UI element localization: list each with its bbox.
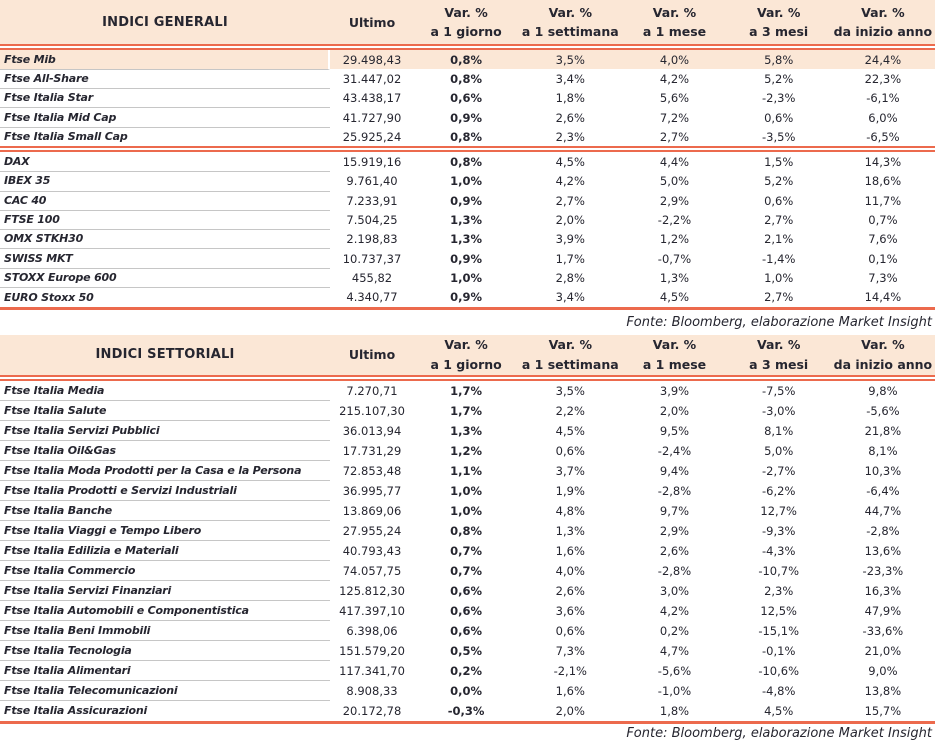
var-1w-value: 1,8% <box>555 91 585 106</box>
var-1w-value: 3,7% <box>555 463 585 478</box>
var-ytd-value: 44,7% <box>864 503 902 518</box>
var-1m-value: 1,3% <box>659 270 690 285</box>
index-name: Ftse Italia Star <box>0 88 330 108</box>
table-row <box>0 191 935 210</box>
var-1w-value: 4,0% <box>555 563 585 578</box>
var-3m-value: -3,5% <box>762 129 796 144</box>
ultimo-value: 41.727,90 <box>342 110 402 125</box>
table-header <box>0 335 935 375</box>
var-label: Var. % <box>652 4 697 20</box>
table-row <box>0 641 935 661</box>
index-name: STOXX Europe 600 <box>0 268 330 288</box>
ultimo-value: 36.013,94 <box>342 423 402 438</box>
var-1m-value: 2,9% <box>659 193 690 208</box>
var-ytd-value: 14,3% <box>864 155 902 170</box>
var-1m-value: 0,2% <box>659 623 690 638</box>
var-ytd-value: 21,8% <box>864 423 902 438</box>
column-header-var-2 <box>518 3 622 42</box>
var-ytd-value: 21,0% <box>864 643 902 658</box>
var-ytd-value: -6,5% <box>866 129 900 144</box>
ultimo-value: 4.340,77 <box>346 290 398 305</box>
index-name: Ftse Italia Telecomunicazioni <box>0 680 330 701</box>
var-1w-value: 2,6% <box>555 110 585 125</box>
var-3m-value: 12,7% <box>760 503 797 518</box>
ultimo-value: 117.341,70 <box>339 663 405 678</box>
period-label: a 3 mesi <box>749 356 809 372</box>
var-1d-value: 0,9% <box>450 110 483 125</box>
column-header-var-4 <box>727 335 831 374</box>
var-1d-value: 0,8% <box>450 523 483 538</box>
var-ytd-value: 10,3% <box>864 463 902 478</box>
table-header <box>0 0 935 44</box>
var-ytd-value: 0,7% <box>868 213 898 228</box>
var-3m-value: -2,3% <box>762 91 796 106</box>
table-row <box>0 381 935 401</box>
var-1m-value: 1,8% <box>659 703 690 718</box>
var-3m-value: -0,1% <box>762 643 796 658</box>
var-ytd-value: -6,1% <box>866 91 900 106</box>
var-3m-value: -10,6% <box>758 663 800 678</box>
var-1d-value: 1,1% <box>450 463 483 478</box>
ultimo-value: 13.869,06 <box>342 503 402 518</box>
var-1w-value: 2,6% <box>555 583 585 598</box>
var-1d-value: 1,7% <box>450 403 483 418</box>
var-1w-value: -2,1% <box>553 663 587 678</box>
var-1w-value: 1,3% <box>555 523 585 538</box>
column-header-var-5 <box>831 335 935 374</box>
var-1d-value: 0,6% <box>450 91 483 106</box>
column-header-ultimo: Ultimo <box>348 14 396 30</box>
index-name: OMX STKH30 <box>0 229 330 249</box>
var-1d-value: -0,3% <box>447 703 485 718</box>
table-row <box>0 172 935 191</box>
var-ytd-value: 9,0% <box>868 663 898 678</box>
var-1m-value: -2,8% <box>657 483 692 498</box>
var-1d-value: 1,3% <box>450 232 483 247</box>
var-3m-value: 4,5% <box>764 703 794 718</box>
var-label: Var. % <box>861 337 905 353</box>
var-3m-value: 5,2% <box>764 71 794 86</box>
var-1w-value: 7,3% <box>555 643 585 658</box>
period-label: a 1 mese <box>642 24 707 39</box>
column-header-var-4 <box>727 3 831 42</box>
var-1m-value: -1,0% <box>657 683 692 698</box>
rows-italian-indices <box>0 50 935 146</box>
table-row <box>0 89 935 108</box>
ultimo-value: 15.919,16 <box>342 155 402 170</box>
source-note: Fonte: Bloomberg, elaborazione Market Insight <box>626 314 932 330</box>
var-3m-value: 8,1% <box>764 423 794 438</box>
table-row <box>0 50 935 69</box>
var-ytd-value: 0,1% <box>868 251 898 266</box>
var-label: Var. % <box>861 4 905 20</box>
var-label: Var. % <box>548 337 592 353</box>
var-1d-value: 1,0% <box>450 483 483 498</box>
var-1m-value: 4,0% <box>659 52 690 67</box>
ultimo-value: 43.438,17 <box>342 91 402 106</box>
ultimo-value: 20.172,78 <box>342 703 402 718</box>
table-row <box>0 461 935 481</box>
var-1w-value: 3,4% <box>555 71 585 86</box>
var-1d-value: 1,0% <box>450 174 483 189</box>
index-name: EURO Stoxx 50 <box>4 290 94 304</box>
ultimo-value: 7.233,91 <box>346 193 398 208</box>
var-ytd-value: -6,4% <box>866 483 900 498</box>
var-3m-value: 5,8% <box>764 52 794 67</box>
ultimo-value: 125.812,30 <box>339 583 405 598</box>
table-row <box>0 401 935 421</box>
var-1d-value: 1,2% <box>450 443 483 458</box>
var-ytd-value: 6,0% <box>868 110 898 125</box>
index-name: SWISS MKT <box>0 248 330 268</box>
var-ytd-value: 24,4% <box>864 52 902 67</box>
table-row <box>0 701 935 721</box>
var-ytd-value: -5,6% <box>866 403 900 418</box>
ultimo-value: 74.057,75 <box>342 563 402 578</box>
var-1m-value: 2,6% <box>659 543 690 558</box>
table-row <box>0 127 935 146</box>
var-ytd-value: 47,9% <box>864 603 902 618</box>
ultimo-value: 2.198,83 <box>346 232 398 247</box>
index-name: Ftse Italia Servizi Pubblici <box>0 420 330 441</box>
var-ytd-value: 13,8% <box>864 683 902 698</box>
table-row <box>0 501 935 521</box>
period-label: a 1 settimana <box>521 356 619 372</box>
var-1w-value: 1,7% <box>555 251 585 266</box>
var-1m-value: 4,7% <box>659 643 690 658</box>
var-3m-value: 5,0% <box>764 443 794 458</box>
period-label: a 1 giorno <box>430 356 502 372</box>
var-1d-value: 0,8% <box>450 71 483 86</box>
var-1d-value: 1,3% <box>450 423 483 438</box>
var-1w-value: 0,6% <box>555 623 585 638</box>
var-1m-value: 9,7% <box>659 503 690 518</box>
var-1d-value: 0,8% <box>450 129 483 144</box>
period-label: a 1 giorno <box>430 24 502 39</box>
index-name: Ftse Italia Media <box>0 380 330 401</box>
var-1d-value: 1,0% <box>450 503 483 518</box>
index-name: DAX <box>0 152 330 172</box>
index-name: Ftse Italia Banche <box>0 500 330 521</box>
var-1w-value: 0,6% <box>555 443 585 458</box>
var-1d-value: 1,0% <box>450 270 483 285</box>
var-1w-value: 2,2% <box>555 403 585 418</box>
table-row <box>0 210 935 229</box>
var-label: Var. % <box>652 337 697 353</box>
var-3m-value: 0,6% <box>764 193 794 208</box>
column-header-var-3 <box>622 335 726 374</box>
index-name: Ftse Italia Prodotti e Servizi Industriali <box>0 480 330 501</box>
var-label: Var. % <box>444 337 488 353</box>
var-1m-value: -2,4% <box>657 443 692 458</box>
ultimo-value: 151.579,20 <box>339 643 405 658</box>
ultimo-value: 27.955,24 <box>342 523 402 538</box>
table-row <box>0 288 935 307</box>
var-3m-value: 1,5% <box>764 155 794 170</box>
var-1d-value: 0,6% <box>450 583 483 598</box>
table-row <box>0 108 935 127</box>
ultimo-value: 9.761,40 <box>346 174 398 189</box>
table-row <box>0 249 935 268</box>
var-1w-value: 3,6% <box>555 603 585 618</box>
table-row <box>0 601 935 621</box>
var-3m-value: 12,5% <box>760 603 797 618</box>
var-label: Var. % <box>444 4 488 20</box>
var-label: Var. % <box>548 4 592 20</box>
var-1d-value: 0,8% <box>450 52 483 67</box>
var-1m-value: 3,9% <box>659 383 690 398</box>
var-3m-value: 2,7% <box>764 290 794 305</box>
column-header-var-1 <box>414 335 518 374</box>
ultimo-value: 7.504,25 <box>346 213 398 228</box>
var-1d-value: 0,7% <box>450 563 483 578</box>
table-row <box>0 621 935 641</box>
index-name: Ftse Italia Servizi Finanziari <box>0 580 330 601</box>
column-header-var-3 <box>622 3 726 42</box>
var-ytd-value: -33,6% <box>862 623 904 638</box>
table-title: INDICI GENERALI <box>102 14 228 30</box>
table-row <box>0 561 935 581</box>
var-1d-value: 0,2% <box>450 663 483 678</box>
index-name: Ftse Mib <box>0 50 330 70</box>
source-note: Fonte: Bloomberg, elaborazione Market Insight <box>626 725 932 741</box>
var-1w-value: 3,9% <box>555 232 585 247</box>
var-1m-value: -0,7% <box>657 251 692 266</box>
rows-european-indices <box>0 152 935 306</box>
period-label: da inizio anno <box>833 356 933 372</box>
var-1d-value: 0,5% <box>450 643 483 658</box>
index-name: FTSE 100 <box>0 210 330 230</box>
var-label: Var. % <box>756 4 801 20</box>
ultimo-value: 17.731,29 <box>342 443 402 458</box>
var-1m-value: 7,2% <box>659 110 690 125</box>
var-ytd-value: 8,1% <box>868 443 898 458</box>
ultimo-value: 40.793,43 <box>342 543 402 558</box>
var-1m-value: 1,2% <box>659 232 690 247</box>
column-header-var-5 <box>831 3 935 42</box>
var-1w-value: 1,9% <box>555 483 585 498</box>
var-3m-value: -7,5% <box>762 383 796 398</box>
index-name: Ftse Italia Moda Prodotti per la Casa e la Persona <box>0 460 330 481</box>
var-1d-value: 0,8% <box>450 155 483 170</box>
table-row <box>0 69 935 88</box>
var-1m-value: 9,5% <box>659 423 690 438</box>
index-name: Ftse Italia Small Cap <box>4 130 128 144</box>
var-ytd-value: 7,6% <box>868 232 898 247</box>
table-row <box>0 521 935 541</box>
var-1w-value: 4,5% <box>555 155 585 170</box>
table-row <box>0 152 935 171</box>
var-1m-value: -5,6% <box>657 663 692 678</box>
var-1w-value: 3,5% <box>555 52 585 67</box>
var-3m-value: -3,0% <box>762 403 796 418</box>
index-name: Ftse Italia Alimentari <box>0 660 330 681</box>
ultimo-value: 10.737,37 <box>342 251 402 266</box>
var-3m-value: -10,7% <box>758 563 800 578</box>
column-header-var-2 <box>518 335 622 374</box>
ultimo-value: 25.925,24 <box>342 129 402 144</box>
var-1d-value: 1,3% <box>450 213 483 228</box>
ultimo-value: 6.398,06 <box>346 623 398 638</box>
var-3m-value: -9,3% <box>762 523 796 538</box>
var-ytd-value: 9,8% <box>868 383 898 398</box>
var-1d-value: 0,7% <box>450 543 483 558</box>
var-ytd-value: 14,4% <box>864 290 902 305</box>
var-3m-value: -2,7% <box>762 463 796 478</box>
table-indici-generali <box>0 0 935 335</box>
var-1m-value: 2,0% <box>659 403 690 418</box>
table-row <box>0 421 935 441</box>
index-name: Ftse Italia Mid Cap <box>0 107 330 127</box>
var-1m-value: 4,4% <box>659 155 690 170</box>
index-name: Ftse Italia Tecnologia <box>0 640 330 661</box>
var-3m-value: -6,2% <box>762 483 796 498</box>
var-1m-value: 4,2% <box>659 603 690 618</box>
var-ytd-value: 18,6% <box>864 174 902 189</box>
ultimo-value: 36.995,77 <box>342 483 402 498</box>
var-1w-value: 2,0% <box>555 213 585 228</box>
period-label: a 3 mesi <box>749 24 809 39</box>
var-1w-value: 4,2% <box>555 174 585 189</box>
table-title: INDICI SETTORIALI <box>95 347 235 363</box>
var-1w-value: 1,6% <box>555 543 585 558</box>
table-row <box>0 230 935 249</box>
var-1d-value: 0,9% <box>450 290 483 305</box>
var-ytd-value: 15,7% <box>864 703 902 718</box>
var-1w-value: 3,5% <box>555 383 585 398</box>
var-3m-value: 5,2% <box>764 174 794 189</box>
var-ytd-value: 13,6% <box>864 543 902 558</box>
index-name: Ftse Italia Edilizia e Materiali <box>0 540 330 561</box>
var-3m-value: 2,3% <box>764 583 794 598</box>
var-1d-value: 1,7% <box>450 383 483 398</box>
ultimo-value: 7.270,71 <box>346 383 398 398</box>
var-1d-value: 0,6% <box>450 623 483 638</box>
var-ytd-value: -23,3% <box>862 563 904 578</box>
table-row <box>0 441 935 461</box>
index-name: Ftse Italia Viaggi e Tempo Libero <box>0 520 330 541</box>
index-name: Ftse Italia Oil&Gas <box>0 440 330 461</box>
var-1m-value: 3,0% <box>659 583 690 598</box>
index-name: Ftse Italia Salute <box>0 400 330 421</box>
table-indici-settoriali <box>0 335 935 743</box>
ultimo-value: 455,82 <box>351 270 393 285</box>
column-header-ultimo: Ultimo <box>348 347 396 363</box>
var-1w-value: 4,8% <box>555 503 585 518</box>
var-3m-value: 0,6% <box>764 110 794 125</box>
var-3m-value: -4,3% <box>762 543 796 558</box>
index-name: CAC 40 <box>0 191 330 211</box>
table-row <box>0 541 935 561</box>
table-row <box>0 661 935 681</box>
var-1w-value: 4,5% <box>555 423 585 438</box>
var-3m-value: 2,1% <box>764 232 794 247</box>
var-ytd-value: -2,8% <box>866 523 900 538</box>
var-1m-value: 2,9% <box>659 523 690 538</box>
var-1m-value: 9,4% <box>659 463 690 478</box>
index-name: IBEX 35 <box>0 171 330 191</box>
var-1m-value: 2,7% <box>659 129 690 144</box>
var-1m-value: -2,2% <box>657 213 692 228</box>
var-1m-value: -2,8% <box>657 563 692 578</box>
var-3m-value: -15,1% <box>758 623 800 638</box>
table-row <box>0 268 935 287</box>
table-row <box>0 681 935 701</box>
ultimo-value: 29.498,43 <box>342 52 402 67</box>
period-label: a 1 settimana <box>521 24 619 39</box>
var-1w-value: 2,8% <box>555 270 585 285</box>
rows-sector-indices <box>0 381 935 721</box>
index-name: Ftse Italia Commercio <box>0 560 330 581</box>
var-1m-value: 4,5% <box>659 290 690 305</box>
ultimo-value: 417.397,10 <box>339 603 405 618</box>
var-ytd-value: 16,3% <box>864 583 902 598</box>
var-3m-value: 1,0% <box>764 270 794 285</box>
index-name: Ftse All-Share <box>0 69 330 89</box>
var-ytd-value: 11,7% <box>864 193 902 208</box>
ultimo-value: 72.853,48 <box>342 463 402 478</box>
var-1w-value: 2,7% <box>555 193 585 208</box>
var-1w-value: 2,3% <box>555 129 585 144</box>
var-1d-value: 0,9% <box>450 193 483 208</box>
var-ytd-value: 22,3% <box>864 71 902 86</box>
var-3m-value: -1,4% <box>762 251 796 266</box>
ultimo-value: 215.107,30 <box>339 403 405 418</box>
column-header-var-1 <box>414 3 518 42</box>
var-3m-value: -4,8% <box>762 683 796 698</box>
var-1w-value: 2,0% <box>555 703 585 718</box>
var-3m-value: 2,7% <box>764 213 794 228</box>
var-1d-value: 0,6% <box>450 603 483 618</box>
var-1d-value: 0,0% <box>450 683 483 698</box>
index-name: Ftse Italia Assicurazioni <box>4 704 148 718</box>
ultimo-value: 31.447,02 <box>342 71 402 86</box>
var-1m-value: 4,2% <box>659 71 690 86</box>
index-name: Ftse Italia Beni Immobili <box>0 620 330 641</box>
period-label: a 1 mese <box>642 356 707 372</box>
table-row <box>0 581 935 601</box>
index-name: Ftse Italia Automobili e Componentistica <box>0 600 330 621</box>
var-label: Var. % <box>756 337 801 353</box>
period-label: da inizio anno <box>833 24 933 39</box>
var-1d-value: 0,9% <box>450 251 483 266</box>
var-ytd-value: 7,3% <box>868 270 898 285</box>
var-1m-value: 5,0% <box>659 174 690 189</box>
ultimo-value: 8.908,33 <box>346 683 398 698</box>
table-row <box>0 481 935 501</box>
var-1m-value: 5,6% <box>659 91 690 106</box>
var-1w-value: 1,6% <box>555 683 585 698</box>
var-1w-value: 3,4% <box>555 290 585 305</box>
